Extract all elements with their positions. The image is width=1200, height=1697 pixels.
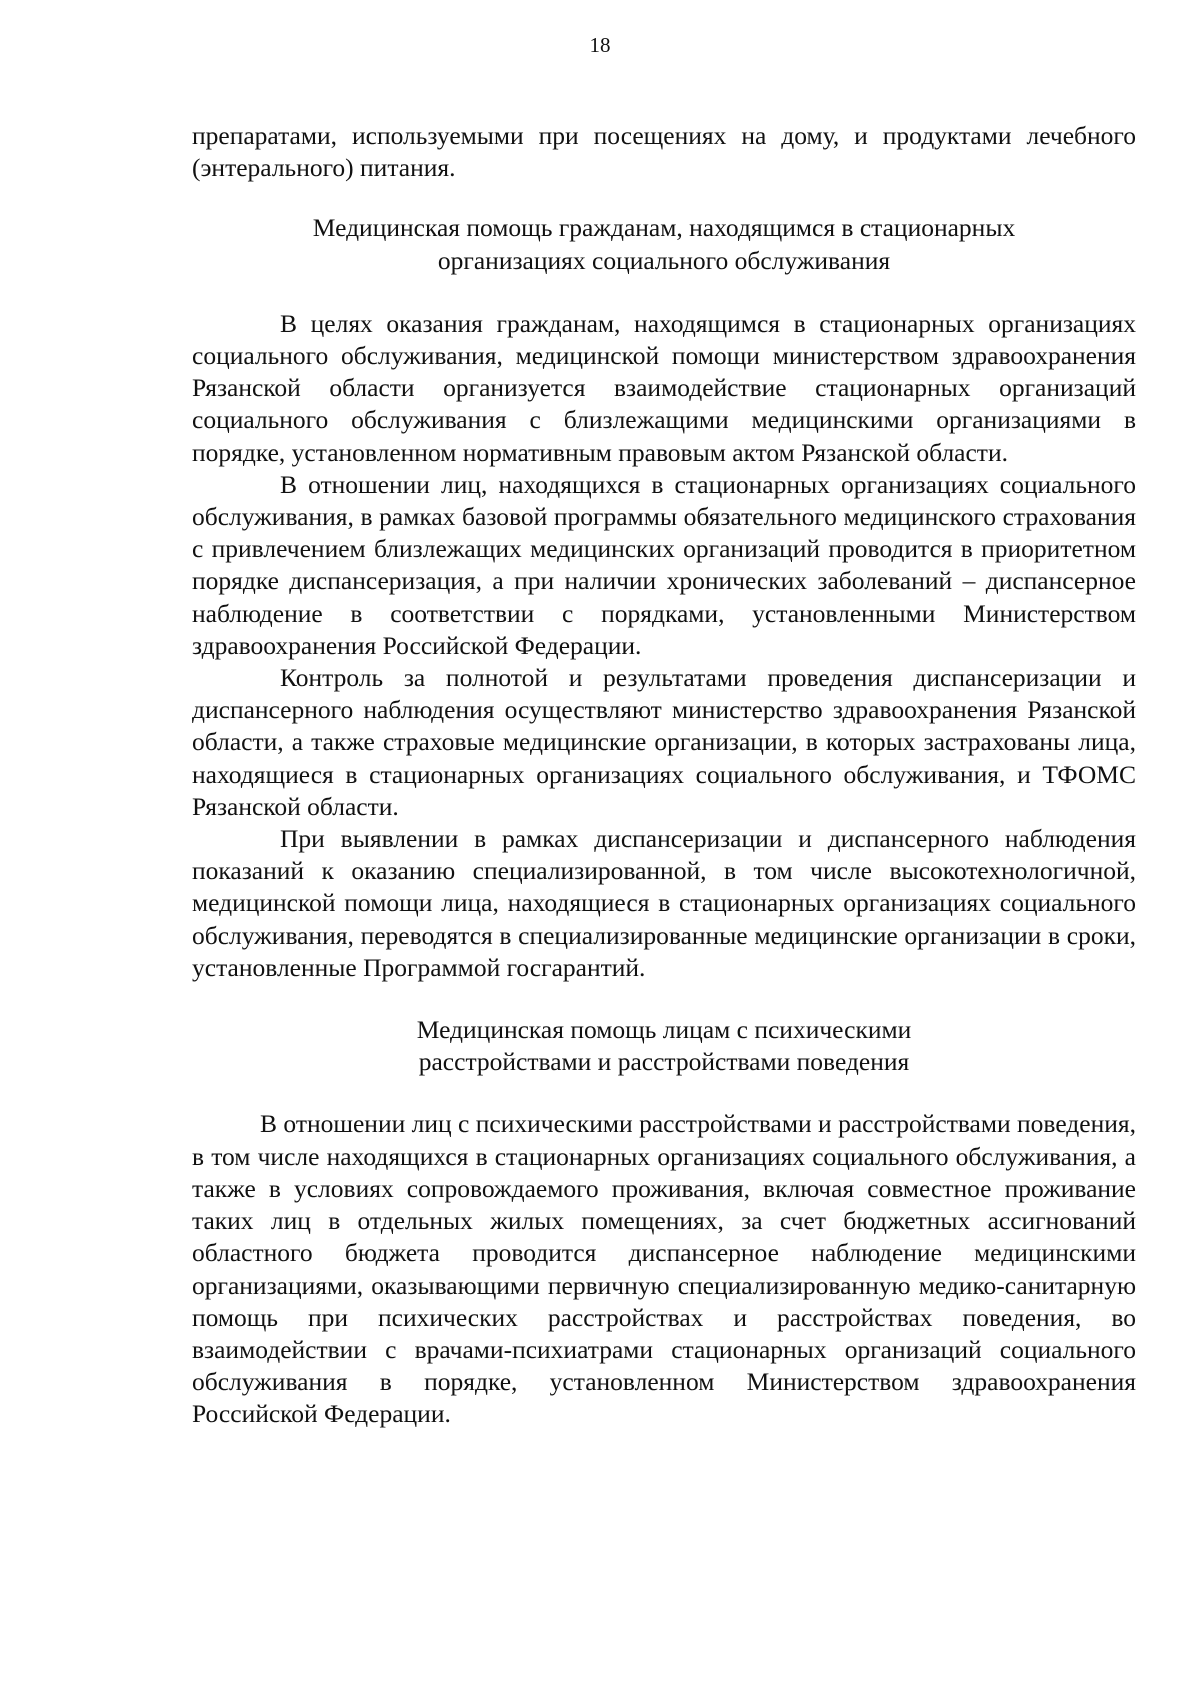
spacer [192, 1078, 1136, 1108]
spacer [192, 184, 1136, 212]
section2-paragraph-1: В отношении лиц с психическими расстройствами и расстройствами поведения, в том числе находящихся в стационарных организациях социального обслуживания, а также в условиях сопровождаемого проживания, включая совместное проживание таких лиц в отдельных жилых помещениях, за счет бюджетных ассигнований областного бюджета проводится диспансерное наблюдение медицинскими организациями, оказывающими первичную специализированную медико-санитарную помощь при психических расстройствах и расстройствах поведения, во взаимодействии с врачами-психиатрами стационарных организаций социального обслуживания в порядке, установленном Министерством здравоохранения Российской Федерации. [192, 1109, 1136, 1429]
section2-heading-line2: расстройствами и расстройствами поведения [418, 1047, 910, 1077]
section1-heading-line1: Медицинская помощь гражданам, находящимся в стационарных [312, 213, 1016, 243]
document-body [192, 120, 1136, 1431]
section1-paragraph-3: Контроль за полнотой и результатами проведения диспансеризации и диспансерного наблюдения осуществляют министерство здравоохранения Рязанской области, а также страховые медицинские организации, в которых застрахованы лица, находящиеся в стационарных организациях социального обслуживания, и ТФОМС Рязанской области. [192, 663, 1136, 821]
intro-paragraph: препаратами, используемыми при посещениях на дому, и продуктами лечебного (энтерального) питания. [192, 121, 1136, 183]
spacer [192, 277, 1136, 308]
section1-paragraph-1: В целях оказания гражданам, находящимся в стационарных организациях социального обслуживания, медицинской помощи министерством здравоохранения Рязанской области организуется взаимодействие стационарных организаций социального обслуживания с близлежащими медицинскими организациями в порядке, установленном нормативным правовым актом Рязанской области. [192, 308, 1136, 467]
section2-heading-line1: Медицинская помощь лицам с психическими [416, 1015, 912, 1045]
section1-paragraph-2: В отношении лиц, находящихся в стационарных организациях социального обслуживания, в рамках базовой программы обязательного медицинского страхования с привлечением близлежащих медицинских организаций проводится в приоритетном порядке диспансеризация, а при наличии хронических заболеваний – диспансерное наблюдение в соответствии с порядками, установленными Министерством здравоохранения Российской Федерации. [192, 469, 1136, 660]
section1-heading [192, 212, 1136, 276]
page-number: 18 [589, 33, 611, 57]
spacer [192, 984, 1136, 1014]
section2-heading [192, 1014, 1136, 1078]
section1-heading-line2: организациях социального обслуживания [437, 245, 891, 275]
section1-paragraph-4: При выявлении в рамках диспансеризации и диспансерного наблюдения показаний к оказанию специализированной, в том числе высокотехнологичной, медицинской помощи лица, находящиеся в стационарных организациях социального обслуживания, переводятся в специализированные медицинские организации в сроки, установленные Программой госгарантий. [192, 824, 1136, 982]
